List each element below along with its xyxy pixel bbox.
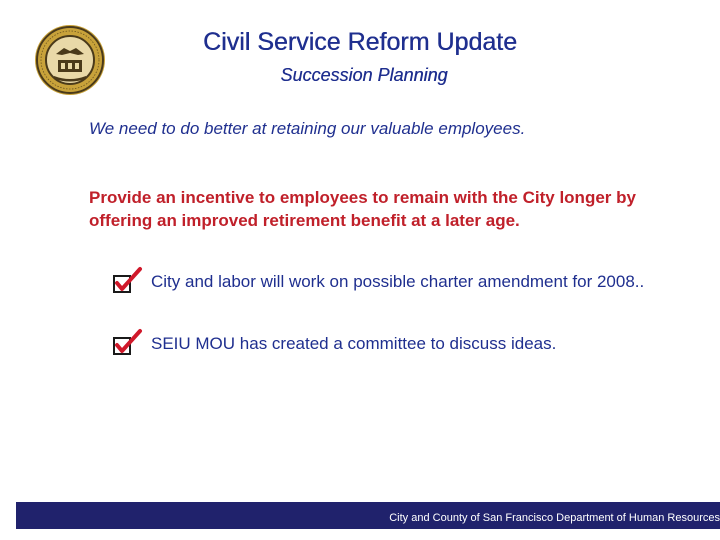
incentive-text: Provide an incentive to employees to remain with the City longer by offering an improved retirement benefit at a later age. <box>89 188 636 230</box>
checkbox-checked-icon <box>112 266 146 298</box>
checkbox-checked-icon <box>112 328 146 360</box>
footer-text: City and County of San Francisco Department of Human Resources <box>389 512 720 524</box>
footer-bar <box>16 502 720 529</box>
check-item-text: SEIU MOU has created a committee to discuss ideas. <box>151 334 557 353</box>
check-item-text: City and labor will work on possible charter amendment for 2008.. <box>151 272 645 291</box>
page-subtitle: Succession Planning <box>280 65 448 85</box>
page-title: Civil Service Reform Update <box>203 28 517 56</box>
intro-text: We need to do better at retaining our valuable employees. <box>89 119 526 138</box>
